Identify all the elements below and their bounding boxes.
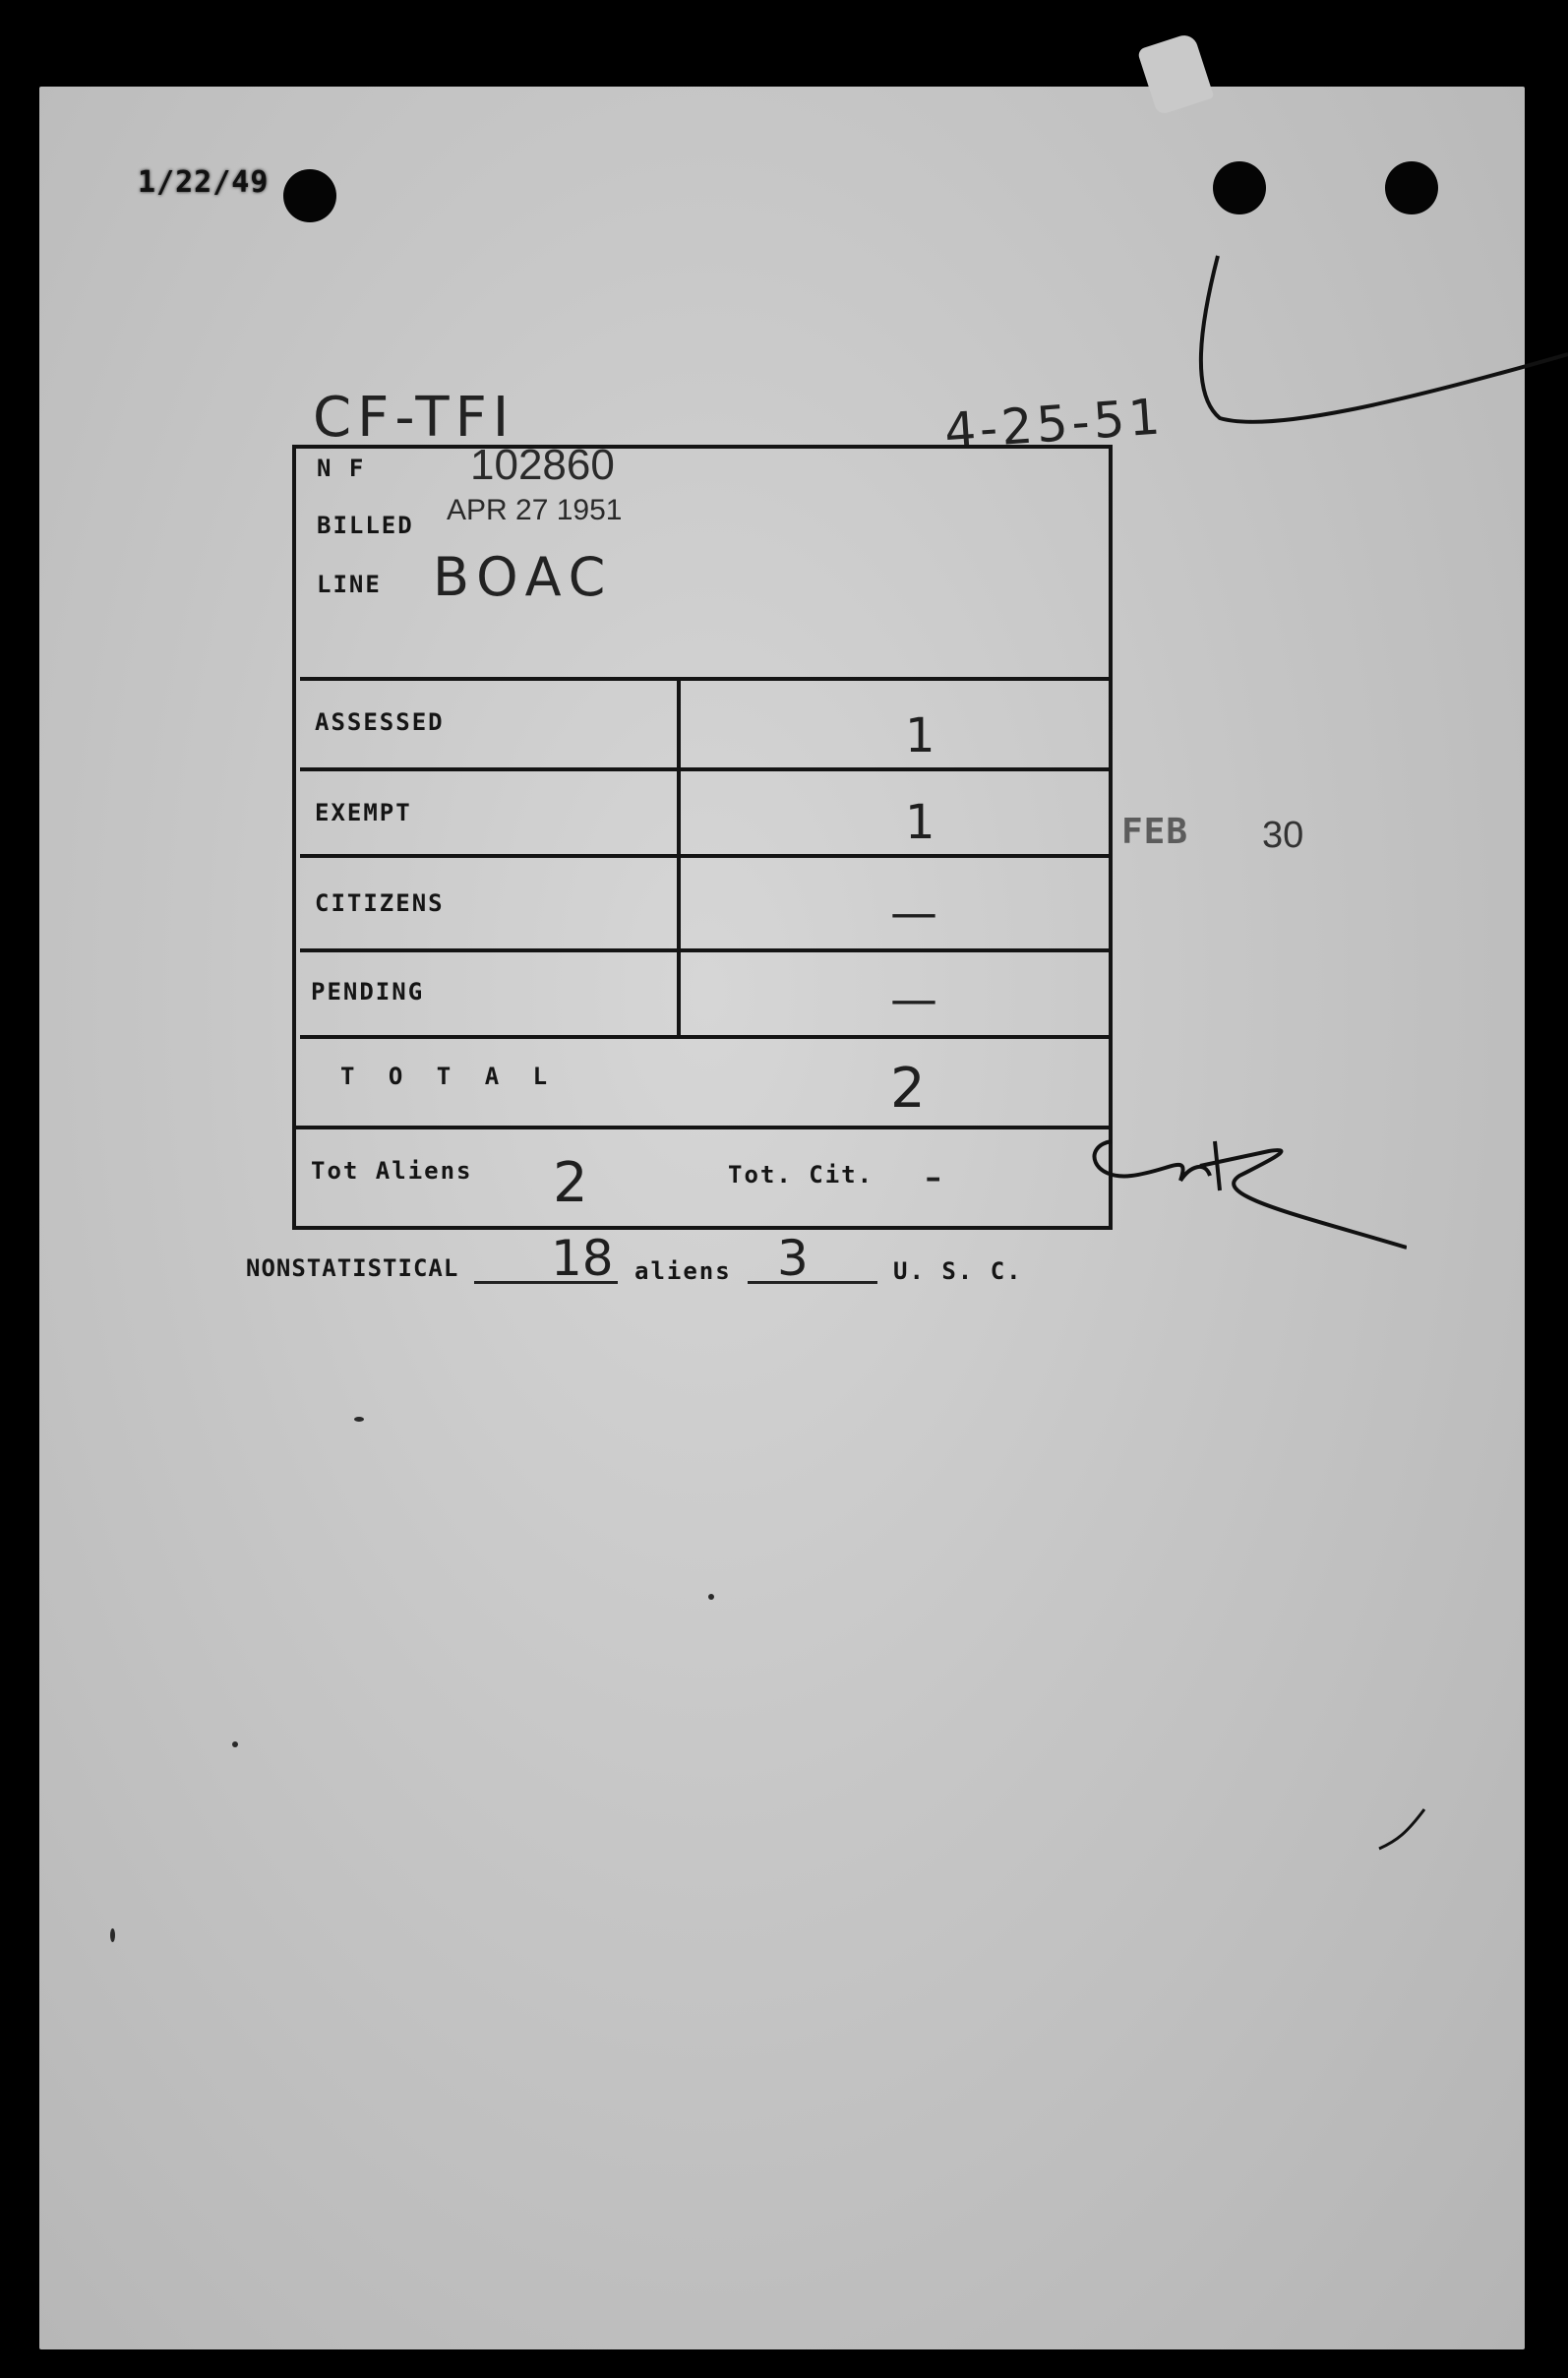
punch-hole-right-a — [1213, 161, 1266, 214]
row-value-exempt: 1 — [905, 795, 935, 850]
side-stamp-number: 30 — [1262, 815, 1304, 856]
tot-cit-label: Tot. Cit. — [728, 1161, 874, 1189]
punch-hole-right-b — [1385, 161, 1438, 214]
billed-value: APR 27 1951 — [447, 494, 623, 526]
billed-label: BILLED — [317, 512, 414, 539]
column-divider — [677, 679, 681, 1035]
speck — [232, 1741, 238, 1747]
row-label-exempt: EXEMPT — [315, 799, 412, 826]
row-value-assessed: 1 — [905, 708, 935, 763]
total-label: T O T A L — [340, 1063, 558, 1090]
line-label: LINE — [317, 571, 382, 598]
row-label-pending: PENDING — [311, 978, 425, 1006]
speck — [110, 1928, 115, 1942]
tot-aliens-label: Tot Aliens — [311, 1157, 473, 1185]
side-stamp-mark: FEB — [1121, 812, 1189, 852]
signature — [1043, 1122, 1407, 1250]
nonstatistical-label: NONSTATISTICAL — [246, 1254, 459, 1282]
no-value: 102860 — [470, 441, 615, 489]
line-value: BOAC — [433, 546, 614, 608]
tot-aliens-value: 2 — [553, 1151, 588, 1215]
rule-row-1 — [300, 767, 1111, 771]
no-label: N F — [317, 455, 366, 482]
row-label-assessed: ASSESSED — [315, 708, 445, 736]
row-label-citizens: CITIZENS — [315, 889, 445, 917]
total-value: 2 — [890, 1057, 926, 1121]
speck — [354, 1417, 364, 1422]
rule-row-4 — [300, 1035, 1111, 1039]
rule-header-bottom — [300, 677, 1111, 681]
top-left-stamp: 1/22/49 — [138, 165, 270, 200]
form-box — [292, 445, 1113, 1230]
tot-cit-value: - — [925, 1149, 942, 1204]
pen-tick-right — [1377, 1805, 1436, 1855]
nonstatistical-aliens-value: 18 — [551, 1230, 614, 1287]
row-value-pending: — — [890, 972, 937, 1027]
rule-row-2 — [300, 854, 1111, 858]
aliens-label: aliens — [634, 1257, 732, 1285]
rule-total-bottom — [292, 1126, 1113, 1129]
file-code: CF-TFI — [313, 386, 515, 450]
usc-label: U. S. C. — [893, 1257, 1023, 1285]
usc-underline — [748, 1281, 877, 1284]
row-value-citizens: — — [890, 885, 937, 941]
pen-scribble-top-right — [1180, 246, 1568, 443]
speck — [708, 1594, 714, 1600]
punch-hole-left — [283, 169, 336, 222]
nonstatistical-usc-value: 3 — [777, 1230, 809, 1287]
rule-row-3 — [300, 948, 1111, 952]
handwritten-date: 4-25-51 — [942, 388, 1166, 460]
